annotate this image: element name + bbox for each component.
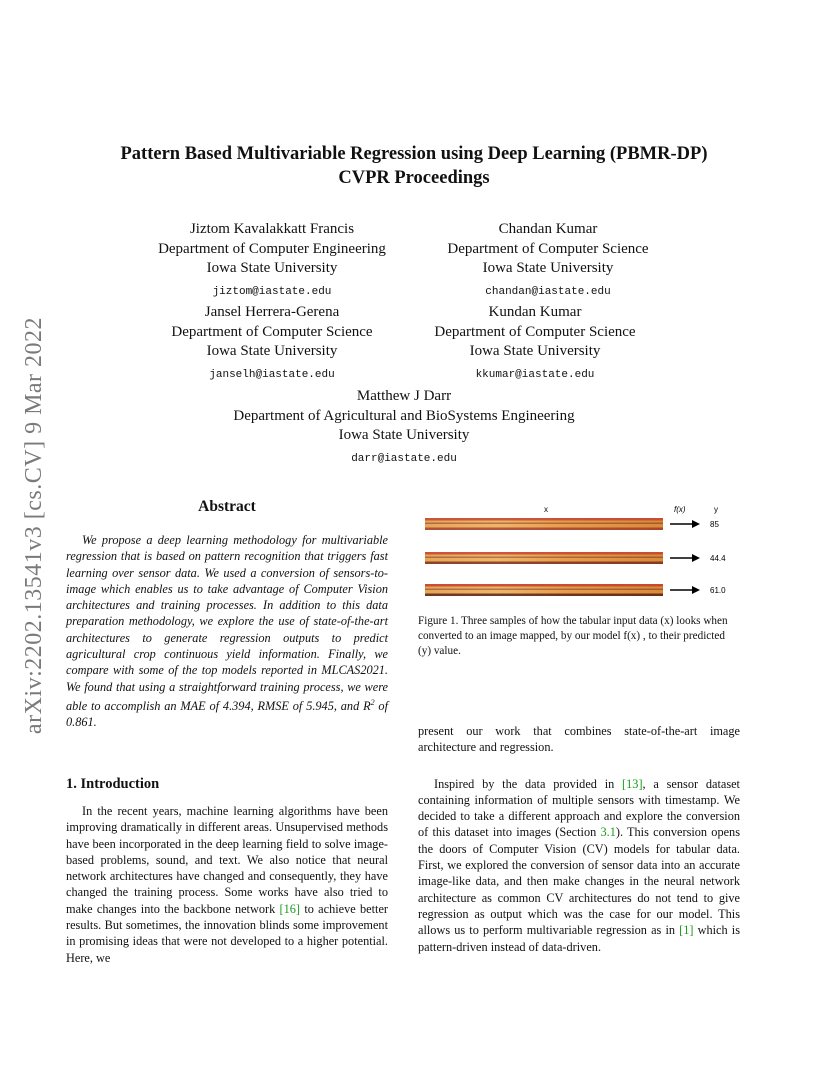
figure-1-caption: Figure 1. Three samples of how the tabular input data (x) looks when converted to an image mapped, by our model f(x) , to their predicted (y) value. (418, 615, 728, 657)
intro-paragraph (66, 803, 388, 966)
citation-link[interactable]: [16] (279, 901, 301, 916)
title-line-2: CVPR Proceedings (338, 168, 490, 188)
author-name: Jansel Herrera-Gerena (204, 304, 340, 320)
abstract-tail: of 0.861. (66, 699, 388, 730)
author-name: Kundan Kumar (488, 304, 582, 320)
r2-superscript: 2 (370, 697, 375, 707)
intro-paragraph-2 (418, 776, 740, 955)
author-dept: Department of Computer Science (171, 323, 373, 340)
abstract-heading: Abstract (198, 498, 256, 515)
author-block-5 (174, 387, 634, 469)
author-dept: Department of Agricultural and BioSystems Engineering (233, 407, 575, 424)
predicted-value-1: 85 (710, 520, 719, 529)
author-name: Jiztom Kavalakkatt Francis (189, 221, 355, 237)
arrow-icon (670, 554, 700, 562)
author-name: Chandan Kumar (498, 221, 598, 237)
author-block-4 (395, 303, 675, 385)
arxiv-identifier: arXiv:2202.13541v3 [cs.CV] 9 Mar 2022 (21, 316, 48, 734)
citation-link[interactable]: [13] (622, 776, 643, 791)
arrow-icon (670, 520, 700, 528)
figure-1-graphic (418, 498, 748, 608)
right-column-text (418, 723, 740, 955)
paper-title (60, 142, 768, 190)
figure-fx-label: f(x) (674, 505, 686, 514)
author-dept: Department of Computer Science (434, 323, 636, 340)
author-block-2 (408, 220, 688, 302)
author-univ: Iowa State University (482, 260, 614, 276)
para-text: , a sensor dataset containing information of multiple sensors with timestamp. We decided to take a different approach and explore the conversion of this dataset into images (Section (418, 776, 740, 840)
para-text: Inspired by the data provided in (434, 776, 623, 791)
abstract-body: We propose a deep learning methodology for multivariable regression that is based on pattern recognition that triggers fast learning over sensor data. We used a conversion of sensors-to-image which enables us to take advantage of Computer Vision architectures and training processes. In addition to this data preparation methodology, we explore the use of state-of-the-art architectures to generate regression outputs to predict agricultural crop continuous yield information. Finally, we compare with some of the top models reported in MLCAS2021. We found that using a straightforward training process, we were able to accomplish an MAE of 4.394, RMSE of 5.945, and R (66, 533, 388, 714)
arrow-icon (670, 586, 700, 594)
author-email[interactable]: darr@iastate.edu (351, 452, 457, 465)
intro-text: In the recent years, machine learning algorithms have been improving dramatically in different areas. Unsupervised methods have been incorporated in the deep learning field to solve image-based problems, sound, and text. We also notice that neural network architectures have changed and consequently, they have changed the training process. Some works have also tried to make changes into the backbone network (66, 804, 388, 916)
author-email[interactable]: kkumar@iastate.edu (475, 368, 595, 381)
author-univ: Iowa State University (206, 343, 338, 359)
abstract-section (66, 498, 388, 731)
author-dept: Department of Computer Engineering (158, 240, 386, 257)
author-name: Matthew J Darr (356, 388, 452, 404)
predicted-value-2: 44.4 (710, 554, 726, 563)
arxiv-sidebar (22, 290, 48, 760)
citation-link[interactable]: [1] (679, 923, 694, 938)
abstract-text (66, 532, 388, 731)
figure-x-label: x (544, 505, 548, 514)
section-ref-link[interactable]: 3.1 (600, 825, 616, 840)
intro-text-tail: to achieve better results. But sometimes, the innovation blinds some improvement in promising ideas that were not developed to a higher potential. Here, we (66, 901, 388, 965)
introduction-section (66, 776, 388, 966)
author-univ: Iowa State University (206, 260, 338, 276)
author-email[interactable]: chandan@iastate.edu (485, 285, 611, 298)
image-strip-1 (425, 518, 663, 530)
intro-continuation: present our work that combines state-of-the-art image architecture and regression. (418, 724, 740, 755)
author-email[interactable]: janselh@iastate.edu (209, 368, 335, 381)
para-text: ). This conversion opens the doors of Computer Vision (CV) models for tabular data. First, we explored the conversion of sensor data into an accurate image-like data, and then make changes in the neural network architecture as common CV architectures do not tend to give regression as output which was the case for our model. This allows us to perform multivariable regression as in (418, 825, 740, 938)
predicted-value-3: 61.0 (710, 586, 726, 595)
author-block-1 (132, 220, 412, 302)
author-dept: Department of Computer Science (447, 240, 649, 257)
title-line-1: Pattern Based Multivariable Regression using Deep Learning (PBMR-DP) (120, 144, 708, 164)
author-email[interactable]: jiztom@iastate.edu (212, 285, 332, 298)
author-univ: Iowa State University (469, 343, 601, 359)
figure-y-label: y (714, 505, 718, 514)
author-univ: Iowa State University (338, 427, 470, 443)
author-block-3 (132, 303, 412, 385)
para-text: which is pattern-driven instead of data-driven. (418, 923, 740, 954)
introduction-heading: 1. Introduction (66, 776, 160, 792)
image-strip-2 (425, 552, 663, 564)
image-strip-3 (425, 584, 663, 596)
